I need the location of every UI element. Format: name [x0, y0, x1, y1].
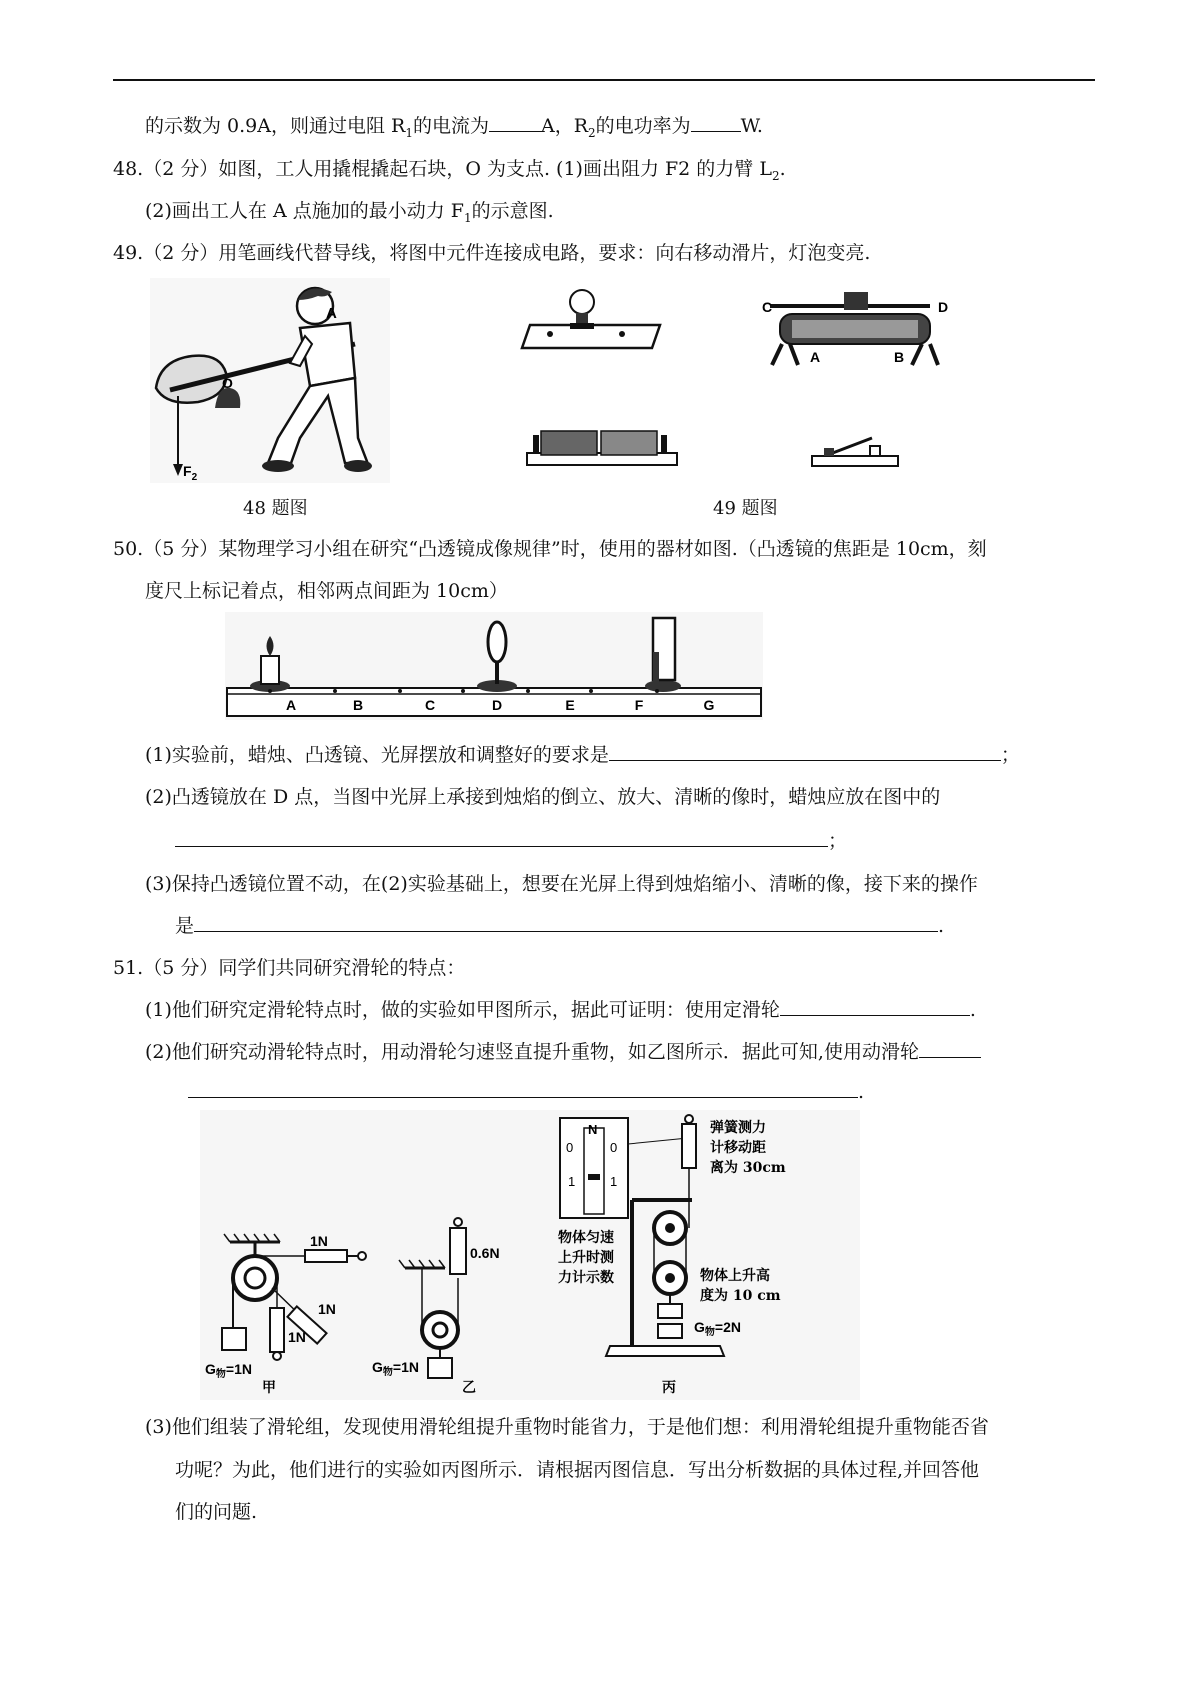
text: (1)他们研究定滑轮特点时，做的实验如甲图所示，据此可证明：使用定滑轮 [145, 999, 780, 1021]
figure-49-rheostat [760, 290, 955, 375]
question-51-2-blank [188, 1079, 864, 1105]
text: 的电流为 [412, 115, 489, 137]
shoe-icon [262, 460, 294, 472]
ruler-label: C [424, 697, 436, 713]
figure-50-optical-bench [225, 612, 763, 720]
weight-block [222, 1328, 246, 1350]
ruler-label: A [285, 697, 297, 713]
ring [454, 1218, 462, 1226]
ruler-point [333, 689, 337, 693]
answer-blank[interactable] [489, 113, 541, 132]
text: . [969, 999, 976, 1021]
switch-hinge [824, 448, 834, 456]
screen-stand [653, 652, 659, 682]
slider [844, 292, 868, 310]
terminal-icon [619, 331, 625, 337]
switch-blade [830, 438, 872, 454]
spring-scale-icon [270, 1308, 284, 1352]
figure-label: 乙 [462, 1380, 476, 1396]
text: 的示数为 0.9A，则通过电阻 R [145, 115, 406, 137]
question-50-cont: 度尺上标记着点，相邻两点间距为 10cm） [145, 580, 508, 602]
scale-reading: 1N [318, 1301, 336, 1317]
ruler-label: E [565, 697, 575, 713]
text: . [779, 158, 786, 180]
question-48-part2 [145, 198, 554, 231]
answer-blank[interactable] [780, 997, 970, 1016]
pulley-axle [665, 1273, 675, 1283]
question-51-2 [145, 1039, 981, 1065]
bulb-icon [570, 290, 594, 314]
scale-reading: 1N [288, 1329, 306, 1345]
bulb-socket [576, 313, 588, 323]
battery-cell [601, 431, 657, 455]
note-text: 弹簧测力 [710, 1120, 766, 1136]
answer-blank[interactable] [194, 913, 938, 932]
question-50-2-blank [175, 828, 847, 854]
label-d: D [938, 299, 949, 315]
ruler-point [268, 689, 272, 693]
terminal-icon [547, 331, 553, 337]
text: . [858, 1081, 865, 1103]
subscript: 物 [382, 1367, 393, 1378]
stand-base [606, 1346, 724, 1356]
screen-holder [645, 680, 681, 692]
subscript: 物 [704, 1327, 715, 1338]
weight-block [658, 1324, 682, 1338]
label-c: C [762, 299, 773, 315]
header-rule [113, 79, 1095, 81]
note-text: 离为 30cm [710, 1160, 786, 1176]
text: ； [1000, 744, 1020, 766]
note-text: 度为 10 cm [700, 1288, 781, 1304]
question-51-3: (3)他们组装了滑轮组，发现使用滑轮组提升重物时能省力，于是他们想：利用滑轮组提升重物能否省 [145, 1416, 989, 1438]
ruler-point [655, 689, 659, 693]
label-o: O [222, 375, 233, 391]
scale-tick: 1 [610, 1174, 618, 1189]
subscript: 2 [191, 472, 198, 483]
text-line-resistor [145, 113, 763, 146]
question-50-3-blank [175, 913, 944, 939]
spring-scale-icon [450, 1228, 466, 1274]
question-50: 50.（5 分）某物理学习小组在研究“凸透镜成像规律”时，使用的器材如图.（凸透镜的焦距是 10cm，刻 [113, 538, 987, 560]
scale-pointer [588, 1174, 600, 1180]
spring-scale-icon [682, 1124, 696, 1168]
switch-base [812, 456, 898, 466]
text: . [938, 915, 945, 937]
bulb-holder [570, 323, 594, 329]
subscript: 2 [771, 168, 780, 183]
text: 的示意图. [471, 200, 554, 222]
scale-reading: 1N [310, 1233, 328, 1249]
question-51-3-cont: 功呢？为此，他们进行的实验如丙图所示．请根据丙图信息．写出分析数据的具体过程,并回答他 [175, 1459, 980, 1481]
scale-tick: 1 [568, 1174, 576, 1189]
text: =1N [225, 1361, 252, 1377]
spring-scale-icon [305, 1250, 347, 1262]
battery-cell [541, 431, 597, 455]
text: 48.（2 分）如图，工人用撬棍撬起石块，O 为支点. (1)画出阻力 F2 的力臂 L [113, 158, 772, 180]
text: (2)画出工人在 A 点施加的最小动力 F [145, 200, 464, 222]
scale-dial [584, 1128, 604, 1214]
question-48 [113, 156, 786, 189]
note-text: 物体匀速 [558, 1230, 614, 1246]
ruler-label: G [703, 697, 715, 713]
answer-blank[interactable] [175, 828, 828, 847]
switch-contact [870, 446, 880, 456]
text: (2)他们研究动滑轮特点时，用动滑轮匀速竖直提升重物，如乙图所示．据此可知,使用动滑轮 [145, 1041, 919, 1063]
answer-blank[interactable] [609, 742, 1001, 761]
note-text: 力计示数 [558, 1270, 614, 1286]
scale-tick: 0 [610, 1140, 618, 1155]
clip [533, 435, 539, 453]
subscript: 1 [463, 210, 472, 225]
pulley-axle [433, 1323, 447, 1337]
ruler-point [589, 689, 593, 693]
text: A，R [540, 115, 589, 137]
subscript: 1 [405, 125, 413, 140]
question-50-3: (3)保持凸透镜位置不动，在(2)实验基础上，想要在光屏上得到烛焰缩小、清晰的像，接下来的操作 [145, 873, 978, 895]
worker-body [300, 323, 355, 386]
subscript: 物 [215, 1369, 226, 1380]
figure-51-pulleys [200, 1110, 860, 1400]
text: 是 [175, 915, 195, 937]
ring [273, 1352, 281, 1360]
ring [685, 1115, 693, 1123]
text: W. [740, 115, 763, 137]
text: =1N [392, 1359, 419, 1375]
ruler-point [398, 689, 402, 693]
figure-49-lamp [520, 280, 670, 360]
shoe-icon [344, 460, 372, 472]
answer-blank[interactable] [188, 1079, 858, 1098]
note-text: 上升时测 [558, 1250, 614, 1266]
legs [772, 344, 938, 365]
coil-winding [792, 320, 918, 338]
ruler-point [526, 689, 530, 693]
figure-49-switch [810, 430, 900, 470]
text: =2N [714, 1319, 741, 1335]
scale-unit: N [588, 1122, 598, 1137]
text: (1)实验前，蜡烛、凸透镜、光屏摆放和调整好的要求是 [145, 744, 609, 766]
text: ； [828, 830, 848, 852]
ruler-point [461, 689, 465, 693]
figure-48-lever [150, 278, 390, 483]
question-51: 51.（5 分）同学们共同研究滑轮的特点： [113, 957, 466, 979]
scale-tick: 0 [566, 1140, 574, 1155]
text: G [694, 1319, 705, 1335]
pulley-axle [245, 1268, 265, 1288]
figure-label: 甲 [262, 1380, 276, 1396]
question-49: 49.（2 分）用笔画线代替导线，将图中元件连接成电路，要求：向右移动滑片，灯泡变亮. [113, 242, 871, 264]
lens-icon [488, 622, 506, 662]
weight-block [428, 1358, 452, 1378]
text: F [183, 463, 192, 479]
ring [358, 1252, 366, 1260]
question-50-2: (2)凸透镜放在 D 点，当图中光屏上承接到烛焰的倒立、放大、清晰的像时，蜡烛应放在图中的 [145, 786, 941, 808]
label-b: B [894, 349, 905, 365]
ruler-label: D [491, 697, 503, 713]
answer-blank[interactable] [691, 113, 741, 132]
scale-reading: 0.6N [470, 1245, 500, 1261]
answer-blank[interactable] [919, 1039, 981, 1058]
subscript: 2 [588, 125, 596, 140]
question-51-3-end: 们的问题. [175, 1501, 258, 1523]
clip [661, 435, 667, 453]
figure-label: 丙 [662, 1380, 676, 1396]
text: G [205, 1361, 216, 1377]
candle [261, 656, 279, 684]
text: G [372, 1359, 383, 1375]
figure-49-battery [525, 425, 680, 470]
caption-fig49: 49 题图 [713, 498, 778, 519]
question-50-1 [145, 742, 1020, 768]
pulley-axle [665, 1223, 675, 1233]
note-text: 计移动距 [710, 1140, 766, 1156]
ruler-label: F [634, 697, 644, 713]
note-text: 物体上升高 [700, 1268, 770, 1284]
weight-block [658, 1304, 682, 1318]
text: 的电功率为 [595, 115, 691, 137]
caption-fig48: 48 题图 [243, 498, 308, 519]
ruler-label: B [352, 697, 364, 713]
question-51-1 [145, 997, 976, 1023]
label-a: A [810, 349, 821, 365]
label-a: A [326, 305, 337, 322]
